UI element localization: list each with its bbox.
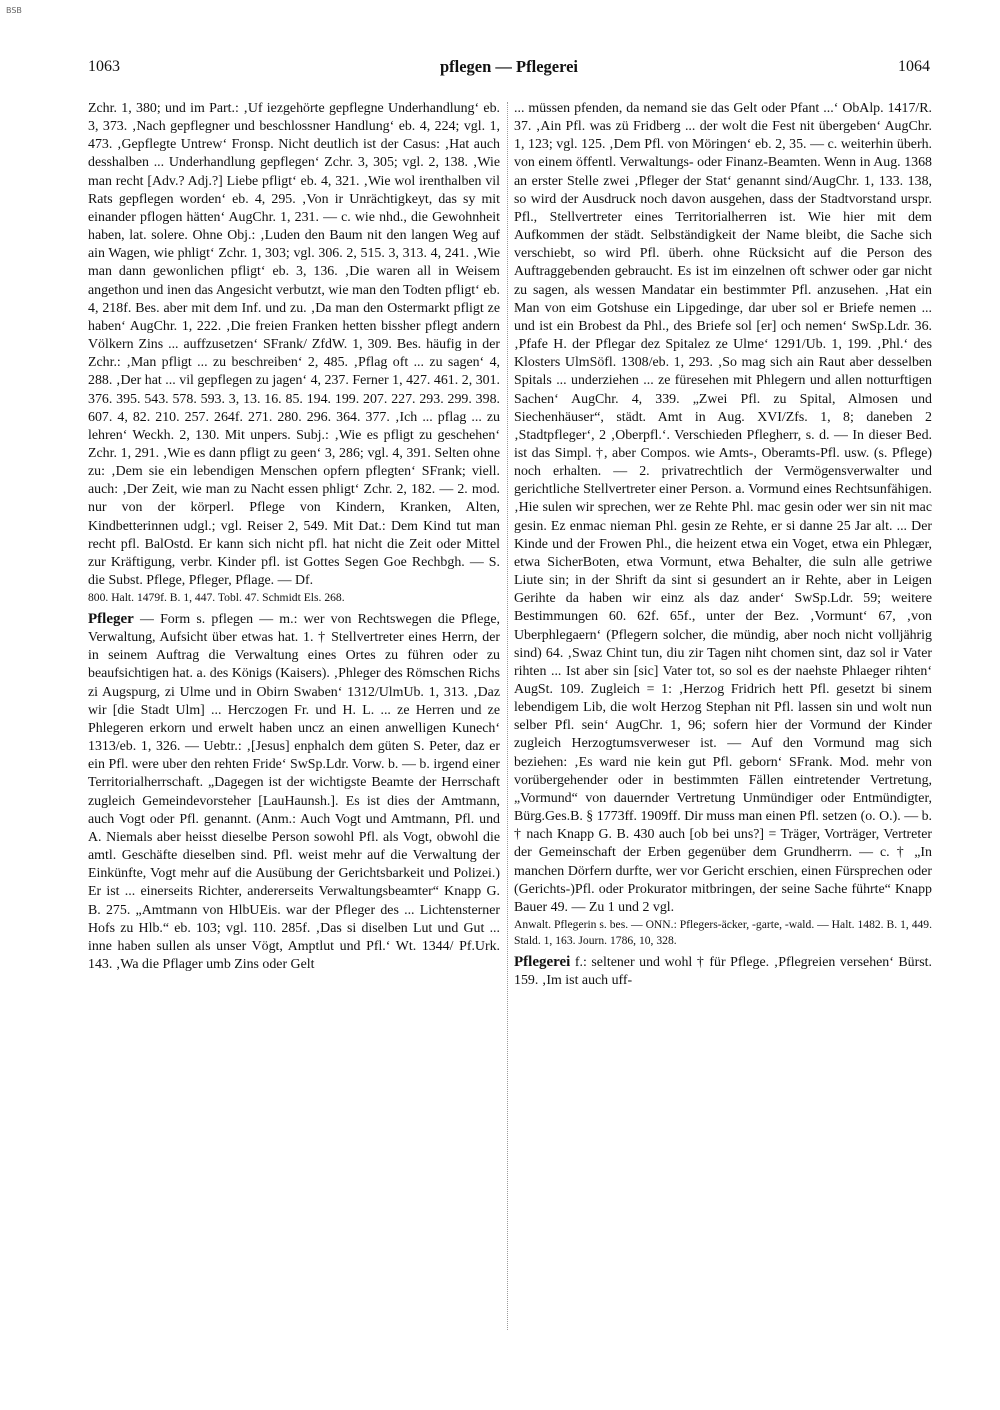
entry-text: — Form s. pflegen — m.: wer von Rechtswegen die Pflege, Verwaltung, Aufsicht über etwas hat. 1. † Stellvertreter eines Herrn, der in seinem Auftrag die Verwaltung eines Ortes zu führen oder zu beaufsichtigen hat. a. des Königs (Kaisers). ‚Phleger des Römschen Richs zi Augspurg, zi Ulme und in Obirn Swaben‘ 1312/UlmUb. 1, 313. ‚Daz wir [die Stadt Ulm] ... Herczogen Fr. und H. L. ... ze Herren und ze Phlegeren erkorn und erwelt haben uncz an einen anwelligen Kunech‘ 1313/eb. 1, 326. — Uebtr.: ‚[Jesus] enphalch dem güten S. Peter, daz er ein Pfl. were uber den rehten Fride‘ SwSp.Ldr. Vorw. b. — b. irgend einer Territorialherrschaft. „Dagegen ist der wichtigste Beamte der Herrschaft zugleich Gemeindevorsteher [LauHaunsh.]. Es ist dies der Amtmann, auch Vogt oder Pfl. genannt. (Anm.: Auch Vogt und Amtmann, Pfl. und A. Niemals aber heisst dieselbe Person sowohl Pfl. als Vogt, obwohl die amtl. Geschäfte dieselben sind. Pfl. weist mehr auf die Verwaltung der Einkünfte, Vogt mehr auf die Ausübung der Gerichtsbarkeit und Polizei.) Er ist ... einerseits Richter, andererseits Verwaltungsbeamter“ Knapp G. B. 275. „Amtmann von HlbUEis. war der Pfleger des ... Lichtensterner Hofs zu Hlb.“ eb. 103; vgl. 110. 285f. ‚Das si diselben Lut und Gut ... inne haben sullen als unser Vögt, Amptlut und Pfl.‘ Wt. 1344/ Pf.Urk. 143. ‚Wa die Pflager umb Zins oder Gelt — [88, 612, 500, 972]
column-divider — [507, 102, 508, 1330]
page-number-right: 1064 — [898, 58, 930, 75]
dictionary-entry — [88, 610, 500, 974]
reference-line: 800. Halt. 1479f. B. 1, 447. Tobl. 47. Schmidt Els. 268. — [88, 591, 345, 605]
left-column — [88, 100, 500, 1340]
library-stamp: BSB — [6, 6, 22, 15]
entry-text: f.: seltener und wohl † für Pflege. ‚Pflegreien versehen‘ Bürst. 159. ‚Im ist auch uff- — [514, 954, 932, 988]
dictionary-entry — [514, 953, 932, 990]
entry-text: ... müssen pfenden, da nemand sie das Gelt oder Pfant ...‘ ObAlp. 1417/R. 37. ‚Ain Pfl. was zü Fridberg ... der wolt die Fest nit übergeben‘ AugChr. 1, 123; vgl. 125. ‚Dem Pfl. von Möringen‘ eb. 2, 35. — c. weiterhin überh. von einem öffentl. Verwaltungs- oder Finanz-Beamten. Wenn in Aug. 1368 an erster Stelle zwei ‚Pfleger der Stat‘ genannt sind/AugChr. 1, 133. 138, so wird der Ausdruck noch davon ausgehen, dass der Stadtvorstand urspr. Pfl., Stellvertreter eines Territorialherren ist. Wie hier mit dem Aufkommen der städt. Selbständigkeit der Name bleibt, die Sache sich verschiebt, so wird Pfl. überh. ohne Rücksicht auf die Person des Auftraggebenden gebraucht. Es ist im einzelnen oft schwer oder gar nicht zu sagen, als wessen Mandatar ein bestimmter Pfl. anzusehen. ‚Hat ein Man von eim Gotshuse ein Lipgedinge, dar uber sol er Briefe nemen ... und ist ein Brobest da Phl., des Briefe sol [er] och nemen‘ SwSp.Ldr. 36. ‚Pfafe H. der Pflegar dez Spitalez ze Ulme‘ 1291/Ub. 1, 199. ‚Phl.‘ des Klosters UlmSöfl. 1308/eb. 1, 293. ‚So mag sich ain Raut aber desselben Spitals ... underziehen ... ze füresehen mit Phlegern und allen notturftigen Sachen‘ AugChr. 4, 339. „Zwei Pfl. zu Spital, Almosen und Siechenhäuser“, städt. Amt in Aug. XVI/Zfs. 1, 8; daneben 2 ‚Stadtpfleger‘, 2 ‚Oberpfl.‘. Verschieden Pflegherr, s. d. — In dieser Bed. ist das Simpl. †, aber Compos. wie Amts-, Oberamts-Pfl. usw. (s. Pflege) noch erhalten. — 2. privatrechtlich der Vermögensverwalter und gerichtliche Stellvertreter einer Person. a. Vormund eines Rechtsunfähigen. ‚Hie sulen wir sprechen, wer ze Rehte Phl. mac gesin oder wer sin nit mac gesin. Ez enmac nieman Phl. gesin ze Rehte, er si danne 25 Jar alt. ... Der Kinde und der Frowen Phl., die heizent etwa ein Voget, etwa ein Phlegær, etwa SicherBoten, etwa Vormunt, etwa Behalter, die suln alle getriwe Liute sin; in der Shrift da sint si gesundert an ir Rehte, aber in Leigen Gerihte da haben wir einz als daz ander‘ SwSp.Ldr. 59; weitere Bestimmungen 60. 62f. 65f., unter der Bez. ‚Vormunt‘ 67, ‚von Uberphlegaern‘ (Pflegern solcher, die mündig, aber noch nicht volljährig sind) 64. ‚Swaz Chint tun, diu zir Tagen niht chomen sint, daz sol ir Vater rihten ... Ist aber sin [sic] Vater tot, so sol es der naehste Phlaeger rihten‘ AugSt. 109. Zugleich = 1: ‚Herzog Fridrich hett Pfl. gesetzt bi sinem lebendigem Lib, die wolt Herzog Stephan nit Pfl. lassen sin und wolt nun selber Pfl. sein‘ AugChr. 1, 96; sofern hier der Vormund der Kinder zugleich Herzogtumsverweser ist. — Auf den Vormund mag sich beziehen: ‚Es ward nie kein gut Pfl. geborn‘ SFrank. Mod. mehr von vorübergehender oder in bestimmten Fällen eintretender Vertretung, „Vormund“ von dauernder Vertretung Unmündiger oder Entmündigter, Bürg.Ges.B. § 1773ff. 1909ff. Dir muss man einen Pfl. setzen (o. O.). — b. † nach Knapp G. B. 430 auch [ob bei uns?] = Träger, Vorträger, Vertreter der Gemeinschaft der Erben gegenüber dem Grundherrn. — c. † „In manchen Dörfern durfte, wer vor Gericht erschien, einen Fürsprechen oder (Gerichts-)Pfl. oder Prokurator mitbringen, der seine Sache führte“ Knapp Bauer 49. — Zu 1 und 2 vgl. — [514, 101, 932, 915]
running-title: pflegen — Pflegerei — [439, 57, 579, 76]
entry-text: Zchr. 1, 380; und im Part.: ‚Uf iezgehörte gepflegne Underhandlung‘ eb. 3, 373. ‚Nach gepflegner und beschlossner Handlung‘ eb. 4, 224; vgl. 1, 473. ‚Gepflegte Untrew‘ Fronsp. Nicht deutlich ist der Casus: ‚Hat auch desshalben ... Underhandlung gepflegen‘ Zchr. 3, 305; vgl. 2, 138. ‚Wie man recht [Adv.? Adj.?] Liebe pfligt‘ eb. 4, 321. ‚Wie wol irenthalben vil Rats gepflegen worden‘ eb. 4, 295. ‚Von ir Unrächtigkeyt, das sy mit einander pflogen hätten‘ AugChr. 1, 231. — c. wie nhd., die Gewohnheit haben, lat. solere. Ohne Obj.: ‚Luden den Baum nit den langen Weg auf ain Wagen, wie phligt‘ Zchr. 1, 303; vgl. 306. 2, 515. 3, 313. 4, 241. ‚Wie man dann gewonlichen pfligt‘ eb. 3, 136. ‚Die waren all in Weisem angethon und inen das Angesicht verbutzt, wie man den Todten pfligt‘ eb. 4, 218f. Bes. aber mit dem Inf. und zu. ‚Da man den Ostermarkt pfligt ze haben‘ AugChr. 1, 222. ‚Die freien Franken hetten bissher pflegt andern Völkern Zins ... auffzusetzen‘ SFrank/ ZfdW. 1, 309. Bes. häufig in der Zchr.: ‚Man pfligt ... zu beschreiben‘ 2, 485. ‚Pflag oft ... zu sagen‘ 4, 288. ‚Der hat ... vil gepflegen zu jagen‘ 4, 237. Ferner 1, 427. 461. 2, 301. 376. 395. 543. 578. 593. 3, 13. 16. 85. 194. 199. 207. 227. 293. 299. 398. 607. 4, 82. 210. 257. 264f. 271. 280. 296. 364. 377. ‚Ich ... pflag ... zu lehren‘ Weckh. 2, 130. Mit unpers. Subj.: ‚Wie es pfligt zu geschehen‘ Zchr. 1, 291. ‚Wie es dann pfligt zu geen‘ 3, 286; vgl. 4, 391. Selten ohne zu: ‚Dem sie ein lebendigen Menschen opfern pflegten‘ SFrank; viell. auch: ‚Der Zeit, wie man zu Nacht essen phligt‘ Zchr. 2, 182. — 2. mod. nur von der körperl. Pflege von Kindern, Kranken, Alten, Kindbetterinnen udgl.; vgl. Reiser 2, 549. Mit Dat.: Dem Kind tut man recht pfl. BalOstd. Er kann sich nicht pfl. hat nicht die Zeit oder Mittel zur Kräftigung, verbr. Kinder pfl. ist Gottes Segen Goe Rechbgh. — S. die Subst. Pflege, Pfleger, Pflage. — Df. — [88, 101, 500, 589]
headword: Pflegerei — [514, 953, 571, 970]
page-number-left: 1063 — [88, 58, 120, 75]
headword: Pfleger — [88, 611, 134, 628]
page-header — [88, 58, 930, 86]
right-column — [514, 100, 932, 1340]
reference-line: Anwalt. Pflegerin s. bes. — ONN.: Pflegers-äcker, -garte, -wald. — Halt. 1482. B. 1, 449. Stald. 1, 163. Journ. 1786, 10, 328. — [514, 918, 932, 947]
